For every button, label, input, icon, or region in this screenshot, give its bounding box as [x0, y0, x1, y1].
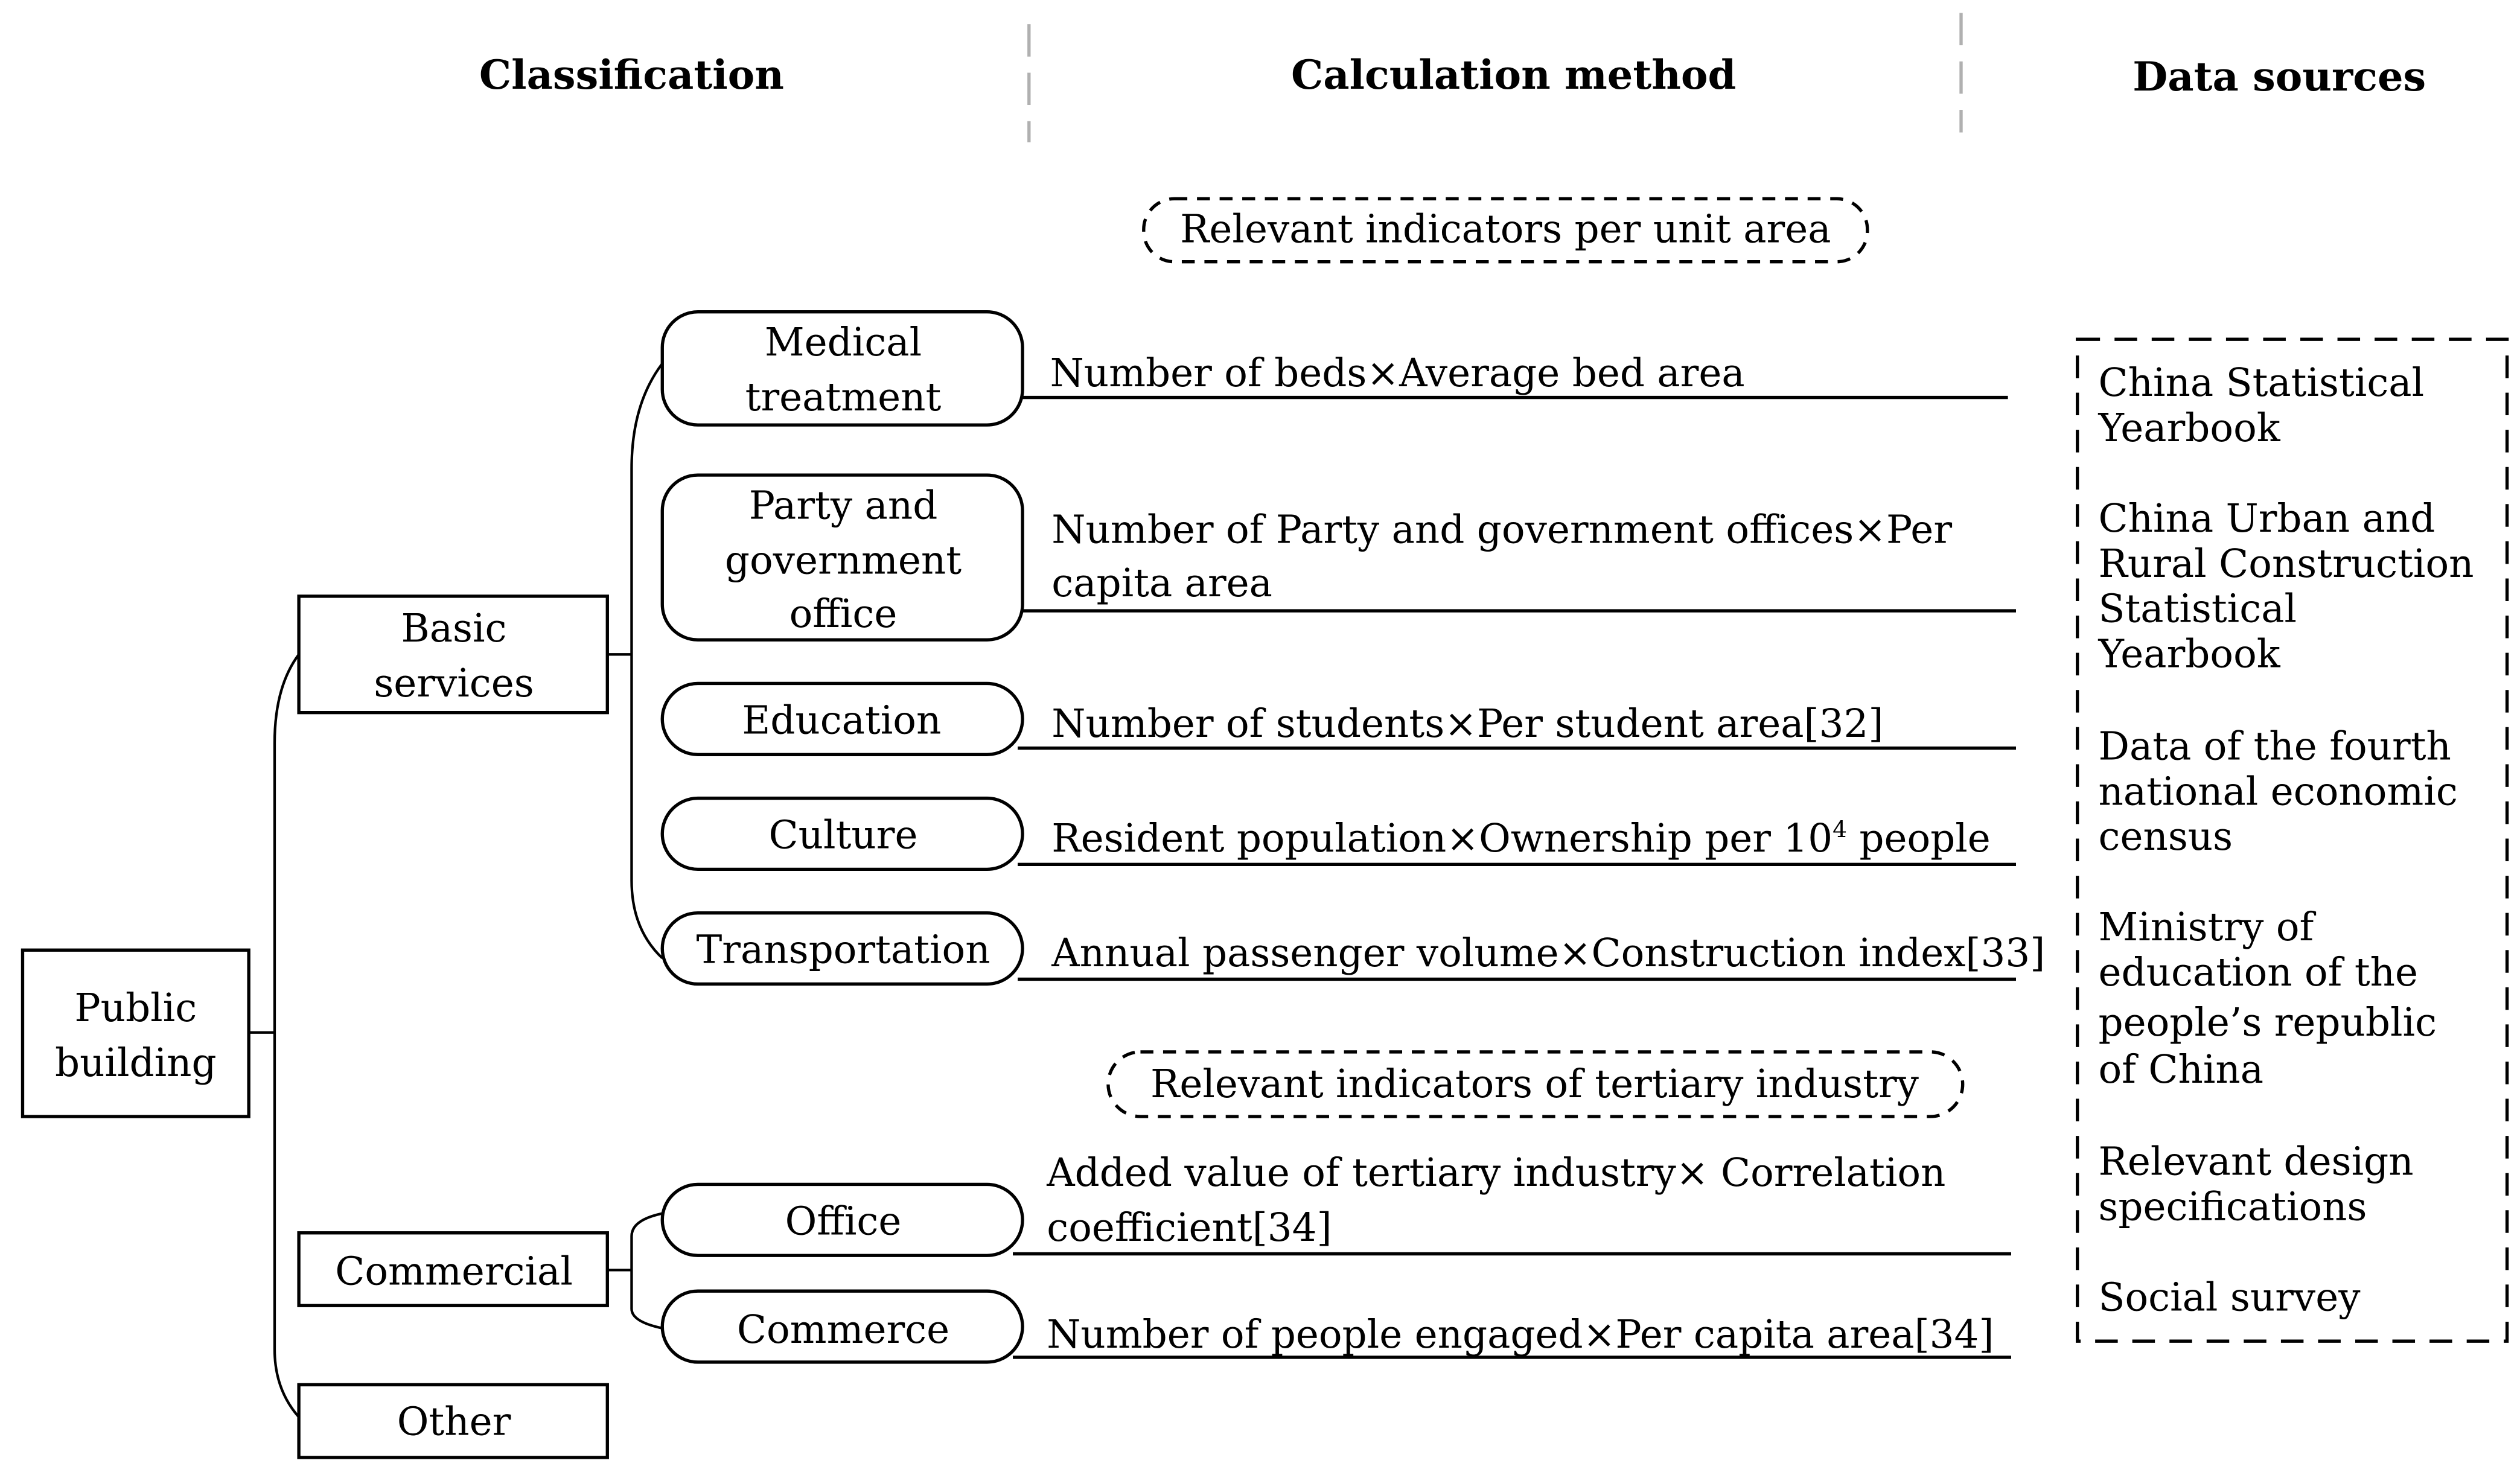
formula-office	[1013, 1150, 2011, 1254]
source-line: Rural Construction	[2098, 541, 2474, 587]
indicator-group-label: Relevant indicators per unit area	[1180, 206, 1831, 252]
category-label: Office	[785, 1199, 902, 1244]
source-line: specifications	[2098, 1184, 2367, 1230]
formula-education	[1018, 701, 2016, 748]
node-basic-services	[299, 596, 607, 713]
formula-text: Number of students×Per student area[32]	[1051, 701, 1884, 747]
category-label-line1: Medical	[764, 319, 922, 366]
indicator-group-tertiary	[1108, 1052, 1963, 1117]
category-label: Culture	[768, 812, 918, 858]
node-commercial	[299, 1233, 607, 1305]
basic-services-line1: Basic	[401, 605, 507, 651]
source-line: Yearbook	[2098, 405, 2280, 451]
source-urban-rural-construction-yearbook	[2097, 496, 2474, 677]
formula-commerce	[1013, 1312, 2011, 1357]
node-education	[662, 683, 1022, 754]
source-line: Social survey	[2098, 1275, 2361, 1321]
header-data-sources: Data sources	[2132, 52, 2426, 100]
formula-text: Number of beds×Average bed area	[1050, 350, 1745, 396]
source-line: Data of the fourth	[2098, 724, 2451, 769]
formula-party	[1022, 508, 2016, 611]
header-classification: Classification	[479, 51, 784, 99]
source-line: national economic	[2098, 769, 2458, 815]
formula-text-line2: capita area	[1051, 560, 1272, 606]
formula-medical	[1022, 351, 2008, 398]
indicator-group-unit-area	[1144, 199, 1868, 261]
root-label-line2: building	[54, 1040, 217, 1086]
commercial-label: Commercial	[335, 1249, 573, 1295]
source-line: Relevant design	[2098, 1139, 2414, 1185]
formula-text-main: Resident population×Ownership per 10	[1051, 815, 1833, 861]
source-china-statistical-yearbook	[2097, 360, 2424, 451]
category-label: Education	[742, 698, 942, 744]
column-headers	[479, 13, 2426, 142]
formula-text-line1: Number of Party and government offices×Per	[1051, 507, 1953, 553]
node-public-building	[22, 950, 249, 1117]
source-line: Yearbook	[2098, 631, 2280, 677]
source-line: Statistical	[2098, 586, 2297, 632]
source-design-specifications	[2098, 1139, 2413, 1229]
node-medical-treatment	[662, 312, 1022, 425]
other-label: Other	[397, 1399, 511, 1445]
category-label-line1: Party and	[748, 483, 938, 529]
formula-text: Number of people engaged×Per capita area[34]	[1047, 1311, 1994, 1357]
formula-text	[1051, 816, 1991, 861]
formula-culture	[1018, 816, 2016, 865]
category-label-line3: office	[789, 591, 898, 637]
category-label: Commerce	[736, 1307, 950, 1353]
source-economic-census	[2098, 724, 2457, 859]
root-box	[22, 950, 249, 1117]
formula-text-line1: Added value of tertiary industry× Correlation	[1047, 1150, 1946, 1196]
source-line: of China	[2098, 1047, 2264, 1092]
node-other	[299, 1384, 607, 1457]
root-label-line1: Public	[74, 986, 197, 1031]
source-social-survey	[2098, 1275, 2361, 1320]
formula-transportation	[1018, 931, 2045, 979]
category-label-line2: treatment	[745, 375, 942, 421]
source-line: census	[2098, 814, 2233, 860]
node-office	[662, 1184, 1022, 1255]
formula-text: Annual passenger volume×Construction index[33]	[1051, 931, 2046, 977]
source-line: Ministry of	[2098, 905, 2314, 951]
formula-superscript: 4	[1833, 815, 1847, 843]
source-line: education of the	[2098, 950, 2419, 996]
node-culture	[662, 798, 1022, 870]
node-commerce	[662, 1291, 1022, 1362]
source-ministry-of-education	[2098, 905, 2437, 1092]
category-label: Transportation	[696, 927, 990, 973]
node-transportation	[662, 913, 1022, 984]
source-line: China Statistical	[2098, 360, 2425, 406]
source-line: China Urban and	[2098, 495, 2435, 541]
indicator-group-label: Relevant indicators of tertiary industry	[1150, 1061, 1919, 1107]
source-line: people’s republic	[2098, 1000, 2437, 1046]
header-calculation-method: Calculation method	[1291, 51, 1737, 99]
data-sources-box	[2078, 339, 2507, 1341]
formula-text-tail: people	[1846, 815, 1991, 861]
formula-text-line2: coefficient[34]	[1047, 1205, 1332, 1251]
category-label-line2: government	[724, 538, 962, 584]
basic-services-line2: services	[374, 660, 534, 706]
node-party-government-office	[662, 475, 1022, 640]
